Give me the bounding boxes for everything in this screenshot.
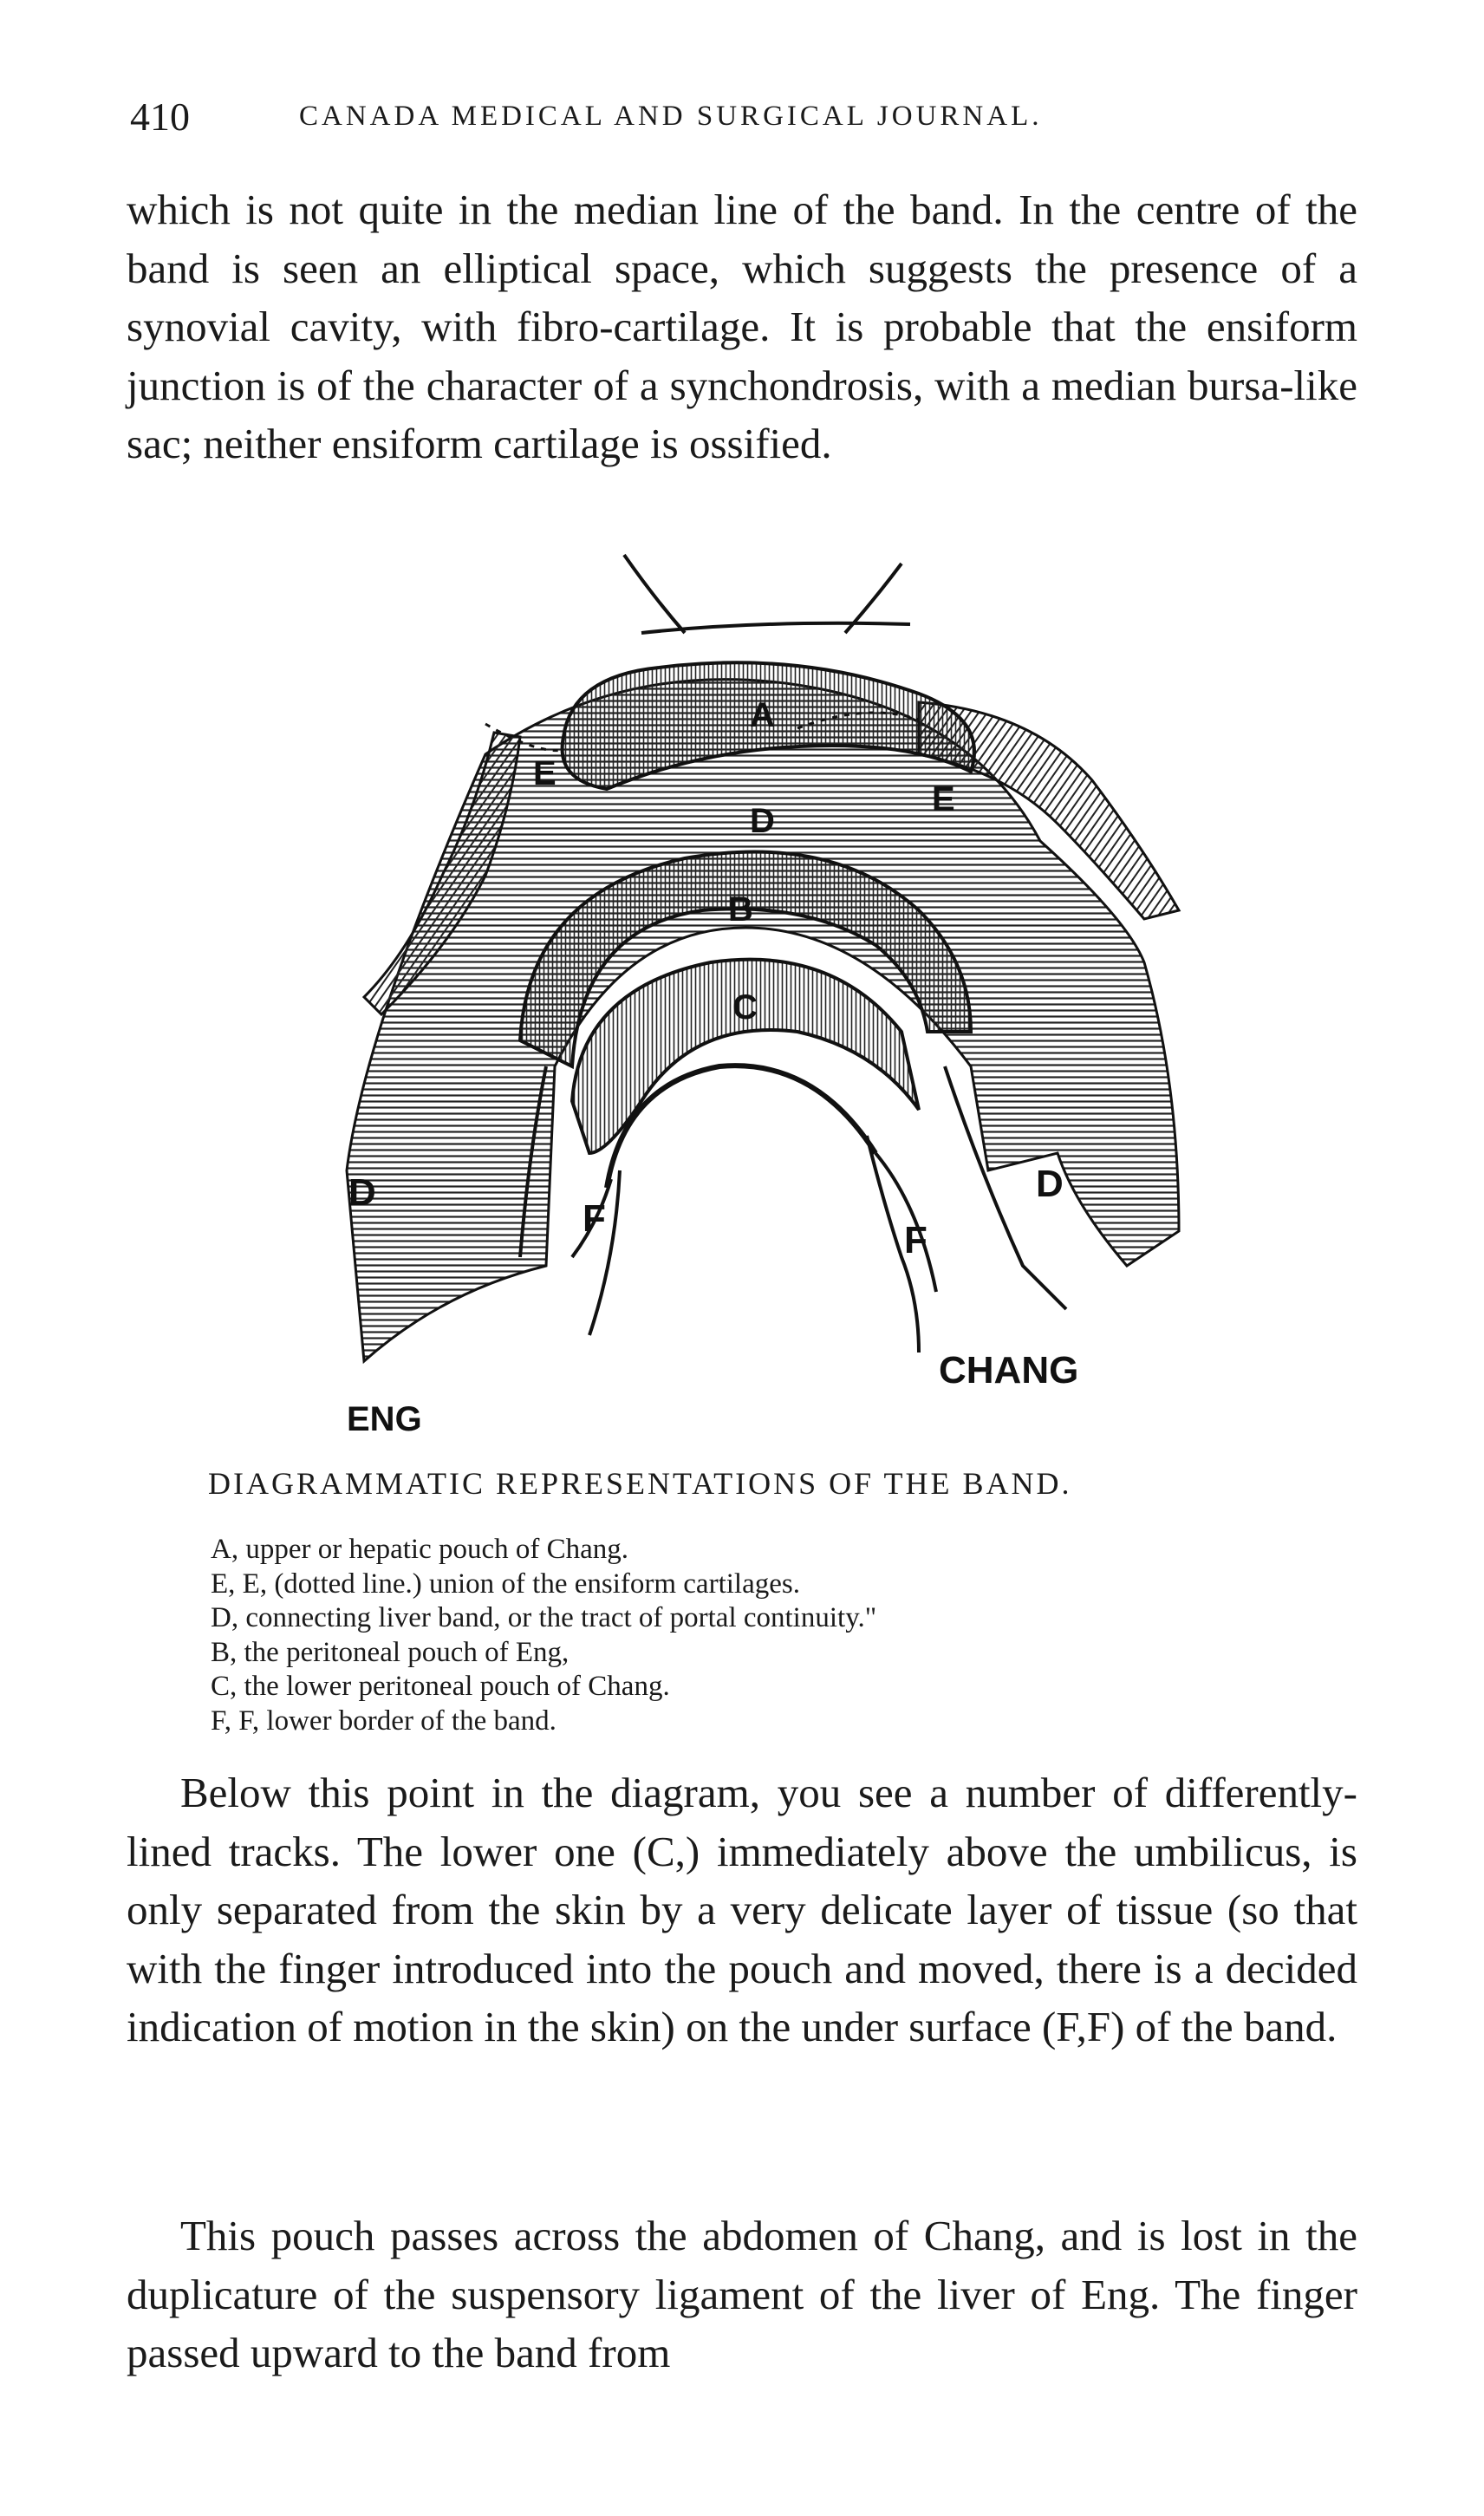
page-number: 410: [130, 95, 190, 139]
label-d-right: D: [1036, 1163, 1064, 1205]
label-d-top: D: [750, 802, 775, 840]
label-b: B: [728, 890, 753, 929]
body-paragraph-below: [127, 1763, 1357, 2056]
label-e-right: E: [932, 780, 955, 818]
legend-item: B, the peritoneal pouch of Eng,: [211, 1636, 570, 1668]
legend-item: A, upper or hepatic pouch of Chang.: [211, 1534, 629, 1565]
body-paragraph-top: [127, 180, 1357, 473]
skin-outline-top: [624, 555, 910, 633]
legend-item: C, the lower peritoneal pouch of Chang.: [211, 1671, 670, 1702]
figure-caption-title: DIAGRAMMATIC REPRESENTATIONS OF THE BAND.: [208, 1466, 1072, 1501]
label-d-left: D: [348, 1171, 376, 1214]
paragraph-text: This pouch passes across the abdomen of Chang, and is lost in the duplicature of the suspensory ligament of the liver of Eng. The finger passed upward to the band from: [127, 2212, 1357, 2376]
paragraph-text: Below this point in the diagram, you see a number of differently-lined tracks. The lower one (C,) immediately above the umbilicus, is only separated from the skin by a very delicate layer of tissue (so that with the finger introduced into the pouch and moved, there is a decided indication of motion in the skin) on the under surface (F,F) of the band.: [127, 1769, 1357, 2050]
label-f-left: F: [583, 1197, 606, 1240]
label-chang: CHANG: [939, 1349, 1079, 1392]
body-paragraph-pouch: [127, 2206, 1357, 2382]
label-f-right: F: [904, 1219, 928, 1261]
label-eng: ENG: [347, 1400, 422, 1438]
band-diagram-figure: [312, 546, 1196, 1448]
legend-item: F, F, lower border of the band.: [211, 1704, 556, 1737]
legend-item: E, E, (dotted line.) union of the ensiform cartilages.: [211, 1568, 800, 1600]
legend-item: D, connecting liver band, or the tract of portal continuity.": [211, 1602, 877, 1633]
band-diagram: [312, 546, 1196, 1448]
running-head: CANADA MEDICAL AND SURGICAL JOURNAL.: [299, 101, 1043, 132]
paragraph-text: which is not quite in the median line of the band. In the centre of the band is seen an elliptical space, which suggests the presence of a synovial cavity, with fibro-cartilage. It is probable that the ensiform junction is of the character of a synchondrosis, with a median bursa-like sac; neither ensiform cartilage is ossified.: [127, 186, 1357, 467]
label-c: C: [732, 988, 758, 1027]
label-a: A: [750, 696, 775, 734]
label-e-left: E: [533, 754, 556, 792]
figure-legend: [211, 1533, 1251, 1738]
page-header: [130, 94, 1361, 146]
